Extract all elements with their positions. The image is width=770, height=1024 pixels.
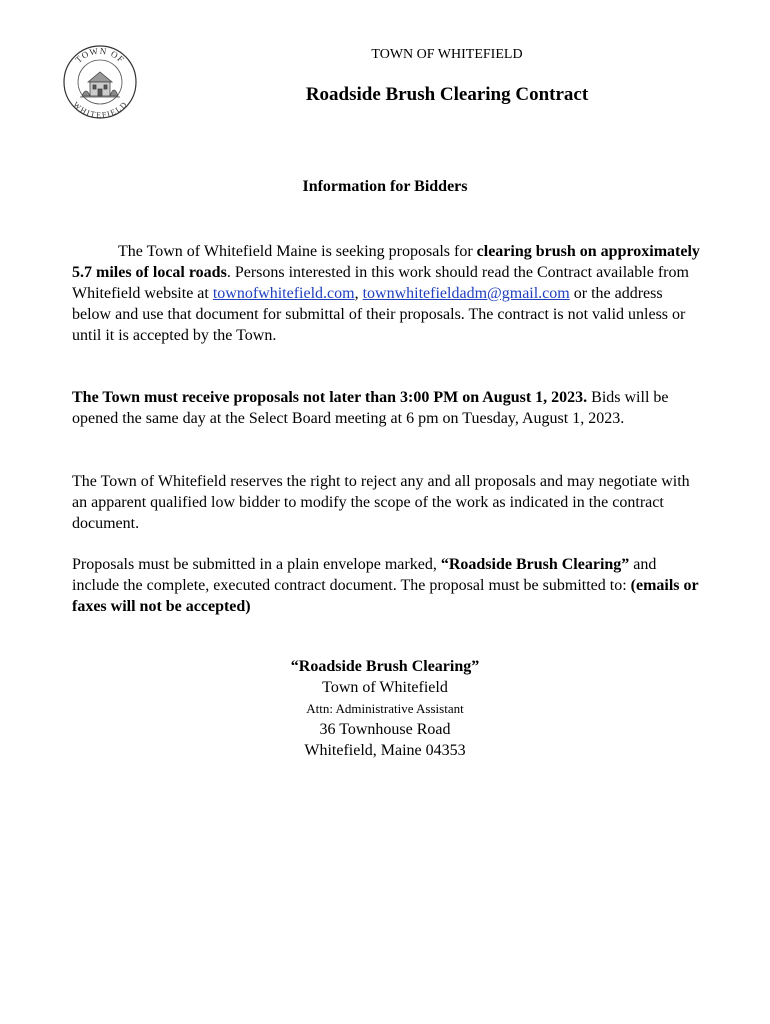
address-line-town: Town of Whitefield [322, 679, 448, 696]
deadline-text: The Town must receive proposals not later than 3:00 PM on August 1, 2023. [72, 389, 588, 406]
email-link[interactable]: townwhitefieldadm@gmail.com [362, 285, 570, 302]
document-title: Roadside Brush Clearing Contract [305, 84, 589, 105]
paragraph-intro: The Town of Whitefield Maine is seeking proposals for clearing brush on approximately 5.7 miles of local roads. Persons interested in this work should read the Contract available from Whitefield website at townofwhitefield.com, townwhitefieldadm@gmail.com or the address below and use that document for submittal of their proposals. The contract is not valid unless or until it is accepted by the Town. [72, 243, 700, 344]
section-heading: Information for Bidders [302, 178, 468, 195]
seal-top-text: TOWN OF [73, 45, 127, 65]
seal-bottom-text: WHITEFIELD [71, 99, 129, 120]
website-link[interactable]: townofwhitefield.com [212, 285, 355, 302]
scope-highlight: clearing brush on approximately 5.7 miles of local roads [72, 243, 700, 281]
address-line-city: Whitefield, Maine 04353 [304, 742, 466, 759]
town-name-header: TOWN OF WHITEFIELD [371, 47, 523, 62]
mailing-address [0, 656, 770, 761]
address-line-envelope: “Roadside Brush Clearing” [290, 658, 480, 675]
paragraph-rights: The Town of Whitefield reserves the right to reject any and all proposals and may negotiate with an apparent qualified low bidder to modify the scope of the work as indicated in the contract document. [72, 473, 690, 532]
paragraph-deadline: The Town must receive proposals not later than 3:00 PM on August 1, 2023. Bids will be opened the same day at the Select Board meeting at 6 pm on Tuesday, August 1, 2023. [72, 389, 669, 427]
paragraph-submission: Proposals must be submitted in a plain envelope marked, “Roadside Brush Clearing” and include the complete, executed contract document. The proposal must be submitted to: (emails or faxes will not be accepted) [72, 556, 699, 615]
address-line-attn: Attn: Administrative Assistant [306, 701, 464, 716]
address-line-street: 36 Townhouse Road [319, 721, 451, 738]
